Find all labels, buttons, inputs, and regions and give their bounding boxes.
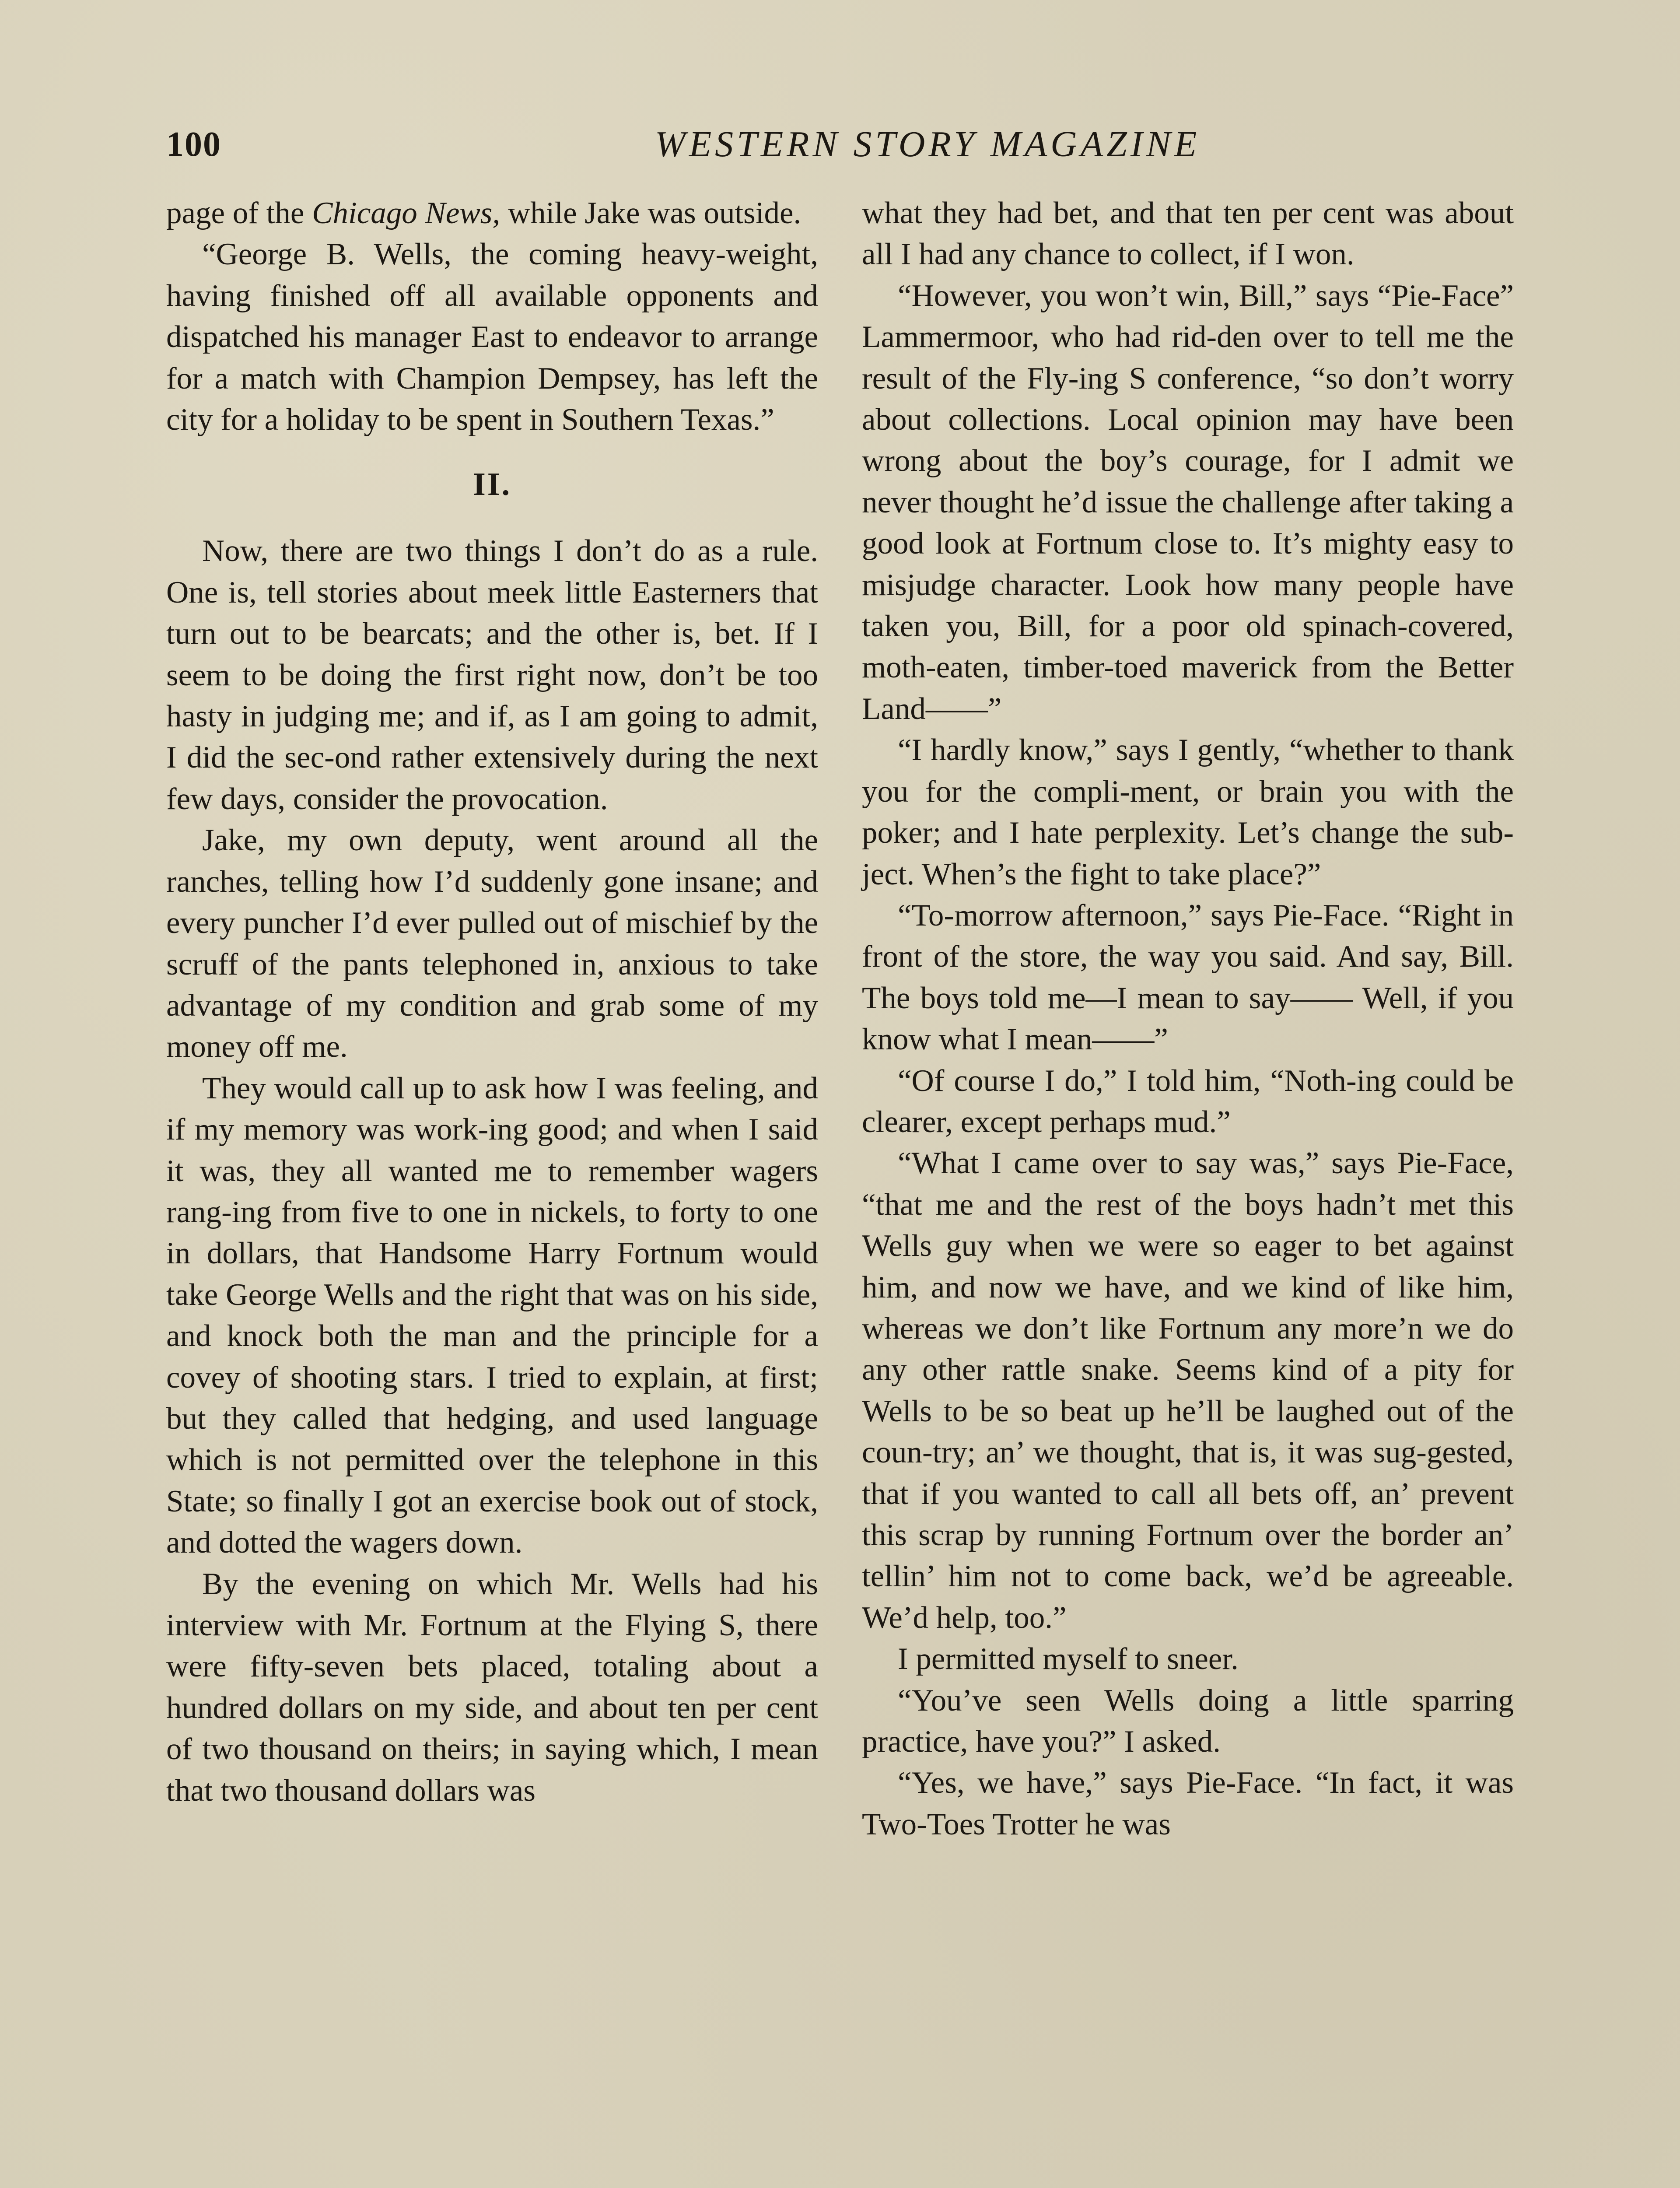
paragraph-text: while Jake was outside. [500, 196, 802, 230]
paragraph: “George B. Wells, the coming heavy-weight, having finished off all available opponents and dispatched his manager East to endeavor to arrange for a match with Champion Dempsey, has left the city for a holiday to be spent in Southern Texas.” [166, 237, 818, 437]
section-heading: II. [472, 466, 512, 503]
paragraph: Now, there are two things I don’t do as a rule. One is, tell stories about meek little Easterners that turn out to be bearcats; and the other is, bet. If I seem to be doing the first right now, don’t be too hasty in judging me; and if, as I am going to admit, I did the sec-ond rather extensively during the next few days, consider the provocation. [166, 534, 818, 816]
right-column [862, 193, 1514, 1845]
magazine-title: WESTERN STORY MAGAZINE [654, 124, 1200, 165]
paragraph: “What I came over to say was,” says Pie-Face, “that me and the rest of the boys hadn’t met this Wells guy when we were so eager to bet against him, and now we have, and we kind of like him, whereas we don’t like Fortnum any more’n we do any other rattle snake. Seems kind of a pity for Wells to be so beat up he’ll be laughed out of the coun-try; an’ we thought, that is, it was sug-gested, that if you wanted to call all bets off, an’ prevent this scrap by running Fortnum over the border an’ tellin’ him not to come back, we’d be agreeable. We’d help, too.” [862, 1146, 1514, 1635]
paragraph: what they had bet, and that ten per cent was about all I had any chance to collect, if I won. [862, 196, 1514, 272]
paragraph: “Yes, we have,” says Pie-Face. “In fact, it was Two-Toes Trotter he was [862, 1766, 1514, 1841]
paragraph-text: page of the [166, 196, 312, 230]
left-column [166, 193, 818, 1811]
paragraph: I permitted myself to sneer. [898, 1642, 1239, 1676]
paragraph: “I hardly know,” says I gently, “whether to thank you for the compli-ment, or brain you with the poker; and I hate perplexity. Let’s change the sub-ject. When’s the fight to take place?” [862, 733, 1514, 891]
paragraph: “You’ve seen Wells doing a little sparring practice, have you?” I asked. [862, 1683, 1514, 1759]
page-header [166, 118, 1514, 171]
paragraph: They would call up to ask how I was feeling, and if my memory was work-ing good; and when I said it was, they all wanted me to remember wagers rang-ing from five to one in nickels, to forty to one in dollars, that Handsome Harry Fortnum would take George Wells and the right that was on his side, and knock both the man and the principle for a covey of shooting stars. I tried to explain, at first; but they called that hedging, and used language which is not permitted over the telephone in this State; so finally I got an exercise book out of stock, and dotted the wagers down. [166, 1071, 818, 1560]
paragraph: Jake, my own deputy, went around all the ranches, telling how I’d suddenly gone insane; and every puncher I’d ever pulled out of mischief by the scruff of the pants telephoned in, anxious to take advantage of my condition and grab some of my money off me. [166, 823, 818, 1064]
page-number: 100 [166, 125, 221, 164]
paragraph: “However, you won’t win, Bill,” says “Pie-Face” Lammermoor, who had rid-den over to tell me the result of the Fly-ing S conference, “so don’t worry about collections. Local opinion may have been wrong about the boy’s courage, for I admit we never thought he’d issue the challenge after taking a good look at Fortnum close to. It’s mighty easy to misjudge character. Look how many people have taken you, Bill, for a poor old spinach-covered, moth-eaten, timber-toed maverick from the Better Land——” [862, 278, 1514, 726]
paragraph: “To-morrow afternoon,” says Pie-Face. “Right in front of the store, the way you said. And say, Bill. The boys told me—I mean to say—— Well, if you know what I mean——” [862, 898, 1514, 1057]
paragraph: By the evening on which Mr. Wells had his interview with Mr. Fortnum at the Flying S, there were fifty-seven bets placed, totaling about a hundred dollars on my side, and about ten per cent of two thousand on theirs; in saying which, I mean that two thousand dollars was [166, 1567, 818, 1808]
publication-name: Chicago News, [312, 196, 500, 230]
paragraph [166, 193, 818, 234]
paragraph: “Of course I do,” I told him, “Noth-ing could be clearer, except perhaps mud.” [862, 1063, 1514, 1139]
